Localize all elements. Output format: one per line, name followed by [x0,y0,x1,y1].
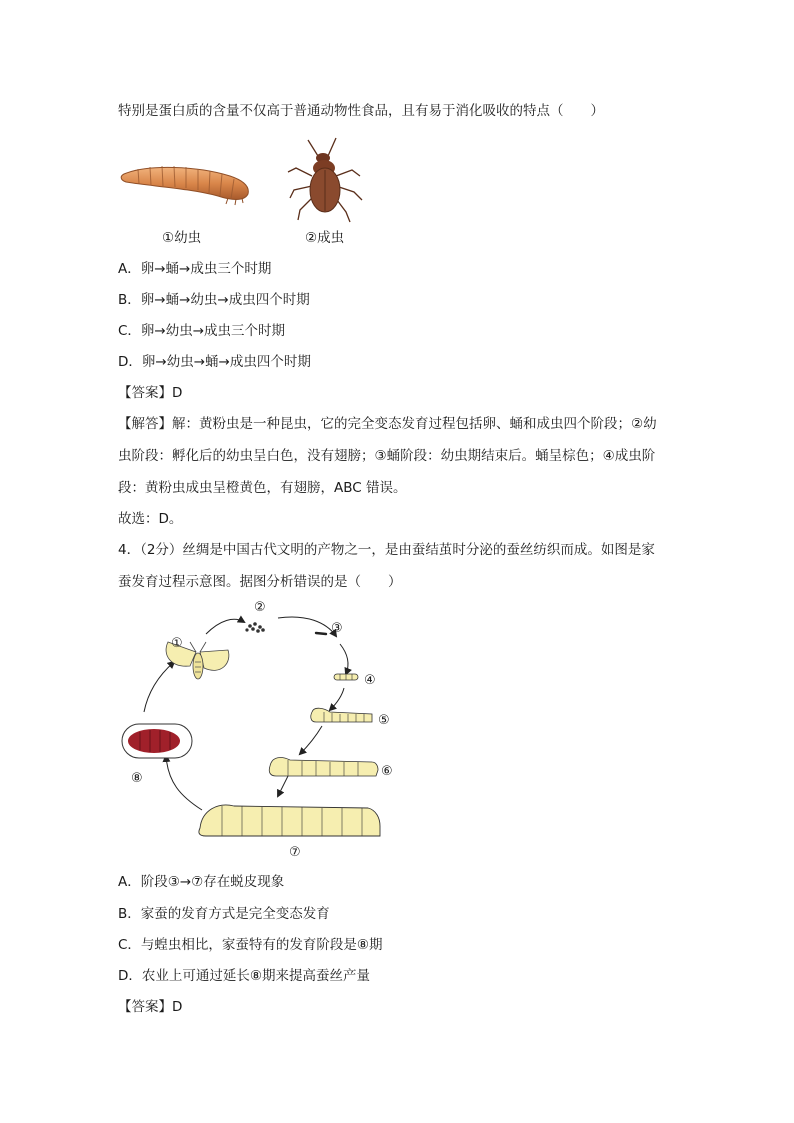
mature-larva-icon [199,805,380,836]
small-larva-icon [334,674,358,680]
hatchling-icon [316,633,326,634]
q3-stem: 特别是蛋白质的含量不仅高于普通动物性食品，且有易于消化吸收的特点（ ） [118,103,604,119]
q4-option-a: A．阶段③→⑦存在蜕皮现象 [118,874,285,890]
diagram-label-2: ② [254,600,266,615]
q4-answer: 【答案】D [118,999,183,1015]
diagram-label-3: ③ [331,621,343,636]
mealworm-beetle-image [284,134,368,224]
diagram-label-6: ⑥ [381,764,393,779]
q4-option-d: D．农业上可通过延长⑧期来提高蚕丝产量 [118,968,370,984]
medium-larva-icon [311,708,372,722]
large-larva-icon [269,758,378,776]
q4-stem-line-2: 蚕发育过程示意图。据图分析错误的是（ ） [118,574,402,590]
diagram-label-5: ⑤ [378,713,390,728]
silkworm-eggs-icon [245,622,264,633]
q3-explanation-line-1: 【解答】解：黄粉虫是一种昆虫，它的完全变态发育过程包括卵、蛹和成虫四个阶段；②幼 [118,416,657,432]
caption-larva: ①幼虫 [162,230,202,246]
q4-option-c: C．与蝗虫相比，家蚕特有的发育阶段是⑧期 [118,937,383,953]
q3-option-b: B．卵→蛹→幼虫→成虫四个时期 [118,292,310,308]
q3-option-a: A．卵→蛹→成虫三个时期 [118,261,272,277]
q3-option-c: C．卵→幼虫→成虫三个时期 [118,323,286,339]
pupa-cocoon-icon [122,724,192,758]
diagram-label-4: ④ [364,673,376,688]
q3-answer: 【答案】D [118,385,183,401]
silkworm-lifecycle-diagram [110,596,410,866]
diagram-label-1: ① [171,636,183,651]
caption-adult: ②成虫 [305,230,345,246]
q4-option-b: B．家蚕的发育方式是完全变态发育 [118,906,330,922]
diagram-label-7: ⑦ [289,845,301,860]
diagram-label-8: ⑧ [131,771,143,786]
q4-stem-line-1: 4．（2分）丝绸是中国古代文明的产物之一，是由蚕结茧时分泌的蚕丝纺织而成。如图是家 [118,542,655,558]
q3-conclusion: 故选：D。 [118,511,183,527]
q3-explanation-line-3: 段：黄粉虫成虫呈橙黄色，有翅膀，ABC 错误。 [118,480,407,496]
mealworm-larva-image [118,152,254,212]
q3-option-d: D．卵→幼虫→蛹→成虫四个时期 [118,354,311,370]
q3-explanation-line-2: 虫阶段：孵化后的幼虫呈白色，没有翅膀；③蛹阶段：幼虫期结束后。蛹呈棕色；④成虫阶 [118,448,656,464]
